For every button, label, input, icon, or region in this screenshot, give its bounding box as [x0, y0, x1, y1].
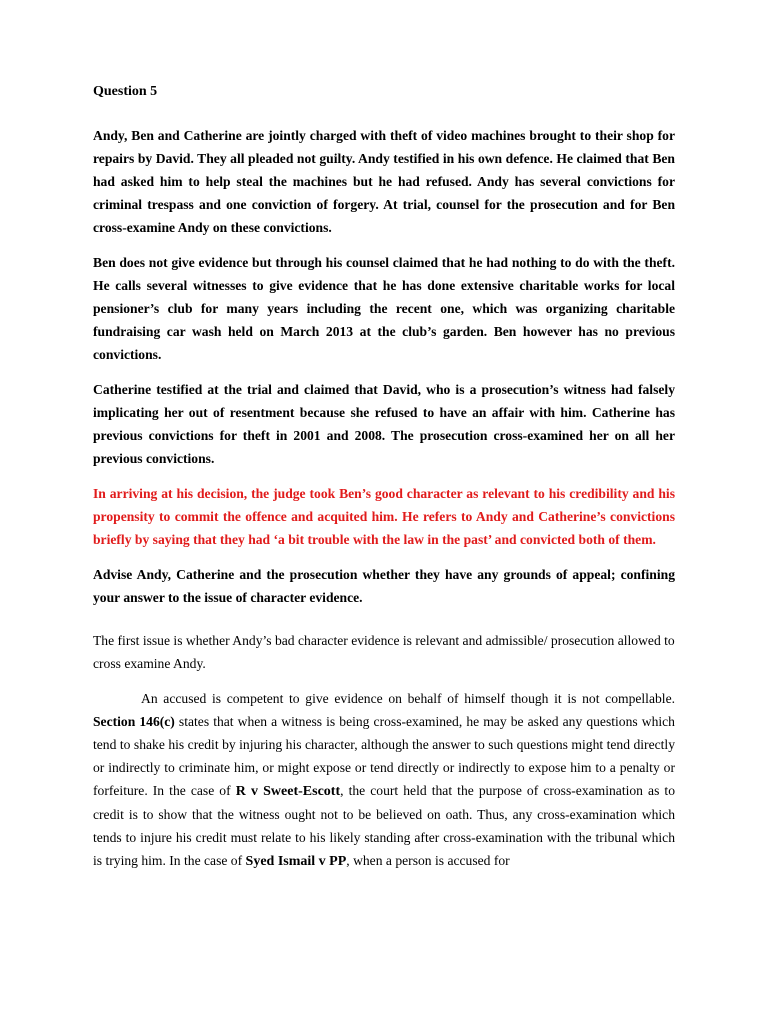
first-issue-paragraph: The first issue is whether Andy’s bad character evidence is relevant and admissible/ prosecution allowed to cross examine Andy. — [93, 633, 675, 671]
question-paragraph-2: Ben does not give evidence but through his counsel claimed that he had nothing to do with the theft. He calls several witnesses to give evidence that he has done extensive charitable works for local pensioner’s club for many years including the recent one, which was organizing charitable fundraising car wash held on March 2013 at the club’s garden. Ben however has no previous convictions. — [93, 255, 675, 362]
question-title: Question 5 — [93, 84, 158, 99]
question-paragraph-3: Catherine testified at the trial and claimed that David, who is a prosecution’s witness had falsely implicating her out of resentment because she refused to have an affair with him. Catherine has previous convictions for theft in 2001 and 2008. The prosecution cross-examined her on all her previous convictions. — [93, 382, 675, 466]
judge-decision-paragraph: In arriving at his decision, the judge took Ben’s good character as relevant to his credibility and his propensity to commit the offence and acquited him. He refers to Andy and Catherine’s convictions briefly by saying that they had ‘a bit trouble with the law in the past’ and convicted both of them. — [93, 486, 675, 547]
case-name-sweet-escott: R v Sweet-Escott — [235, 784, 341, 799]
answer-text-3: , the court held that the purpose of cross-examination as to credit is to show that the witness ought not to be believed on oath. Thus, any cross-examination which tends to injure his credit must relate to his likely standing after cross-examination with the tribunal which is trying him. In the case of — [93, 783, 676, 868]
answer-text-2: states that when a witness is being cross-examined, he may be asked any questions which tend to shake his credit by injuring his character, although the answer to such questions might tend directly or indirectly to criminate him, or might expose or tend directly or indirectly to expose him to a penalty or forfeiture. In the case of — [93, 714, 675, 798]
answer-text-1: An accused is competent to give evidence on behalf of himself though it is not compellable. — [141, 691, 675, 706]
answer-text-4: , when a person is accused for — [346, 853, 510, 868]
document-page — [93, 80, 675, 873]
case-name-syed-ismail: Syed Ismail v PP — [245, 854, 347, 869]
answer-paragraph — [93, 687, 675, 873]
question-instruction: Advise Andy, Catherine and the prosecution whether they have any grounds of appeal; confining your answer to the issue of character evidence. — [93, 567, 675, 605]
section-reference: Section 146(c) — [93, 714, 175, 729]
question-paragraph-1: Andy, Ben and Catherine are jointly charged with theft of video machines brought to their shop for repairs by David. They all pleaded not guilty. Andy testified in his own defence. He claimed that Ben had asked him to help steal the machines but he had refused. Andy has several convictions for criminal trespass and one conviction of forgery. At trial, counsel for the prosecution and for Ben cross-examine Andy on these convictions. — [93, 128, 675, 235]
